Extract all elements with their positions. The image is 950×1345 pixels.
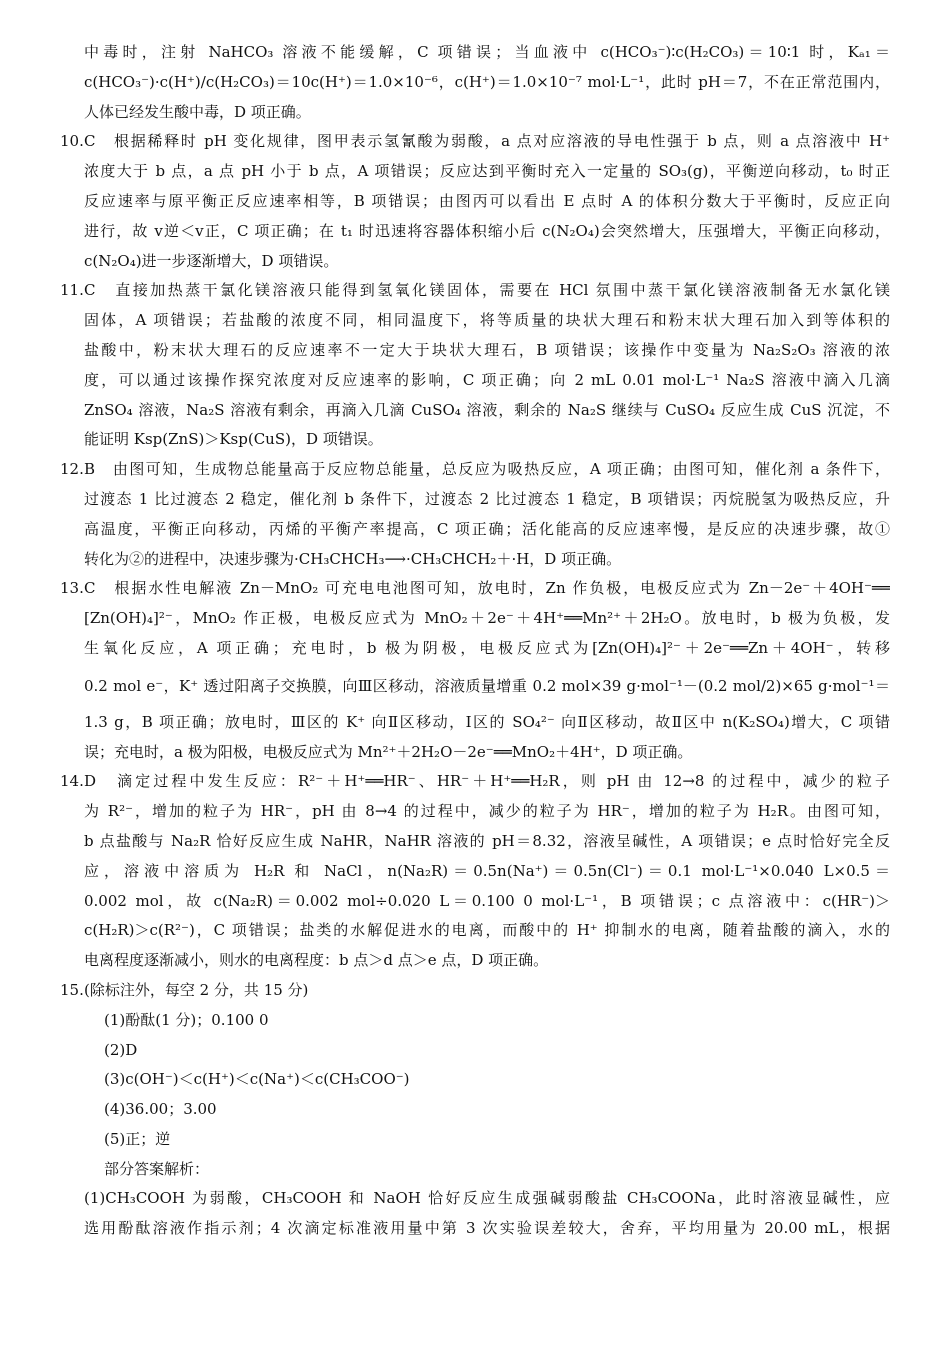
line-text: 能证明 Ksp(ZnS)＞Ksp(CuS)，D 项错误。	[84, 430, 383, 449]
question-number: 11.	[60, 281, 84, 300]
text-line	[84, 1065, 890, 1095]
text-line	[84, 738, 890, 768]
question-number: 15.	[60, 980, 84, 999]
line-text: 为 R²⁻，增加的粒子为 HR⁻，pH 由 8→4 的过程中，减少的粒子为 HR⁻，增加的粒子为 H₂R。由图可知，	[84, 802, 890, 821]
text-line	[84, 545, 890, 575]
line-text: 盐酸中，粉末状大理石的反应速率不一定大于块状大理石，B 项错误；该操作中变量为 Na₂S₂O₃ 溶液的浓	[84, 340, 890, 359]
line-text: 1.3 g，B 项正确；放电时，Ⅲ区的 K⁺ 向Ⅱ区移动，Ⅰ区的 SO₄²⁻ 向Ⅱ区移动，故Ⅱ区中 n(K₂SO₄)增大，C 项错	[84, 712, 890, 731]
line-text: (4)36.00；3.00	[104, 1100, 217, 1119]
line-text: (1)CH₃COOH 为弱酸，CH₃COOH 和 NaOH 恰好反应生成强碱弱酸盐 CH₃COONa，此时溶液显碱性，应	[84, 1189, 890, 1208]
text-line	[84, 827, 890, 857]
text-line	[84, 797, 890, 827]
line-text: [Zn(OH)₄]²⁻，MnO₂ 作正极，电极反应式为 MnO₂＋2e⁻＋4H⁺══Mn²⁺＋2H₂O。放电时，b 极为负极，发	[84, 609, 890, 628]
line-text: c(HCO₃⁻)·c(H⁺)/c(H₂CO₃)＝10c(H⁺)＝1.0×10⁻⁶，c(H⁺)＝1.0×10⁻⁷ mol·L⁻¹，此时 pH＝7，不在正常范围内，	[84, 72, 890, 91]
line-text: B 由图可知，生成物总能量高于反应物总能量，总反应为吸热反应，A 项正确；由图可知，催化剂 a 条件下，	[84, 460, 890, 479]
question-11-line	[60, 276, 890, 306]
text-line	[84, 38, 890, 68]
text-line	[84, 857, 890, 887]
line-text: 0.2 mol e⁻，K⁺ 透过阳离子交换膜，向Ⅲ区移动，溶液质量增重 0.2 mol×39 g·mol⁻¹－(0.2 mol/2)×65 g·mol⁻¹＝	[84, 676, 890, 695]
question-number: 14.	[60, 772, 84, 791]
line-text: ZnSO₄ 溶液，Na₂S 溶液有剩余，再滴入几滴 CuSO₄ 溶液，剩余的 Na₂S 继续与 CuSO₄ 反应生成 CuS 沉淀，不	[84, 400, 890, 419]
line-text: 人体已经发生酸中毒，D 项正确。	[84, 102, 311, 121]
line-text: D 滴定过程中发生反应：R²⁻＋H⁺══HR⁻、HR⁻＋H⁺══H₂R，则 pH 由 12→8 的过程中，减少的粒子	[84, 772, 890, 791]
question-13-line	[60, 574, 890, 604]
text-line	[84, 98, 890, 128]
line-text: 高温度，平衡正向移动，丙烯的平衡产率提高，C 项正确；活化能高的反应速率慢，是反应的决速步骤，故①	[84, 519, 890, 538]
text-line	[84, 887, 890, 917]
line-text: 选用酚酞溶液作指示剂；4 次滴定标准液用量中第 3 次实验误差较大，舍弃，平均用量为 20.00 mL，根据	[84, 1219, 890, 1238]
line-text: b 点盐酸与 Na₂R 恰好反应生成 NaHR，NaHR 溶液的 pH＝8.32，溶液呈碱性，A 项错误；e 点时恰好完全反	[84, 831, 890, 850]
line-text: 0.002 mol，故 c(Na₂R)＝0.002 mol÷0.020 L＝0.100 0 mol·L⁻¹，B 项错误；c 点溶液中：c(HR⁻)＞	[84, 891, 890, 910]
text-line	[84, 247, 890, 277]
question-12-line	[60, 455, 890, 485]
text-line	[84, 157, 890, 187]
text-line	[84, 1125, 890, 1155]
line-text: 度，可以通过该操作探究浓度对反应速率的影响，C 项正确；向 2 mL 0.01 mol·L⁻¹ Na₂S 溶液中滴入几滴	[84, 370, 890, 389]
text-line	[84, 306, 890, 336]
line-text: (1)酚酞(1 分)；0.100 0	[104, 1010, 269, 1029]
text-line	[84, 946, 890, 976]
line-text: 部分答案解析：	[104, 1159, 210, 1178]
text-line	[84, 1155, 890, 1185]
text-line	[84, 708, 890, 738]
text-line	[84, 604, 890, 634]
line-text: 进行，故 v逆＜v正，C 项正确；在 t₁ 时迅速将容器体积缩小后 c(N₂O₄)会突然增大，压强增大，平衡正向移动，	[84, 221, 890, 240]
text-line	[84, 916, 890, 946]
line-text: 反应速率与原平衡正反应速率相等，B 项错误；由图丙可以看出 E 点时 A 的体积分数大于平衡时，反应正向	[84, 191, 890, 210]
text-line	[84, 68, 890, 98]
question-number: 10.	[60, 132, 84, 151]
text-line	[84, 425, 890, 455]
question-10-line	[60, 127, 890, 157]
text-line	[84, 396, 890, 426]
line-text: 误；充电时，a 极为阳极，电极反应式为 Mn²⁺＋2H₂O－2e⁻══MnO₂＋4H⁺，D 项正确。	[84, 742, 693, 761]
question-14-line	[60, 767, 890, 797]
line-text: (2)D	[104, 1040, 138, 1059]
text-line	[84, 664, 890, 708]
line-text: (5)正；逆	[104, 1129, 171, 1148]
text-line	[84, 515, 890, 545]
text-line	[84, 187, 890, 217]
line-text: 转化为②的进程中，决速步骤为·CH₃CHCH₃⟶·CH₃CHCH₂＋·H，D 项正确。	[84, 549, 622, 568]
question-number: 12.	[60, 460, 84, 479]
line-text: 浓度大于 b 点，a 点 pH 小于 b 点，A 项错误；反应达到平衡时充入一定量的 SO₃(g)，平衡逆向移动，t₀ 时正	[84, 162, 890, 181]
question-number: 13.	[60, 579, 84, 598]
line-text: c(H₂R)＞c(R²⁻)，C 项错误；盐类的水解促进水的电离，而酸中的 H⁺ 抑制水的电离，随着盐酸的滴入，水的	[84, 921, 890, 940]
line-text: C 根据水性电解液 Zn－MnO₂ 可充电电池图可知，放电时，Zn 作负极，电极反应式为 Zn－2e⁻＋4OH⁻══	[84, 579, 890, 598]
text-line	[84, 634, 890, 664]
text-line	[84, 336, 890, 366]
line-text: c(N₂O₄)进一步逐渐增大，D 项错误。	[84, 251, 339, 270]
line-text: 生氧化反应，A 项正确；充电时，b 极为阴极，电极反应式为[Zn(OH)₄]²⁻＋2e⁻══Zn＋4OH⁻，转移	[84, 638, 890, 657]
line-text: 中毒时，注射 NaHCO₃ 溶液不能缓解，C 项错误；当血液中 c(HCO₃⁻)∶c(H₂CO₃)＝10∶1 时，Kₐ₁＝	[84, 43, 890, 61]
line-text: 过渡态 1 比过渡态 2 稳定，催化剂 b 条件下，过渡态 2 比过渡态 1 稳定，B 项错误；丙烷脱氢为吸热反应，升	[84, 489, 890, 508]
text-line	[84, 1095, 890, 1125]
line-text: (除标注外，每空 2 分，共 15 分)	[84, 980, 309, 999]
question-15-line	[60, 976, 890, 1006]
line-text: C 直接加热蒸干氯化镁溶液只能得到氢氧化镁固体，需要在 HCl 氛围中蒸干氯化镁溶液制备无水氯化镁	[84, 281, 890, 300]
line-text: C 根据稀释时 pH 变化规律，图甲表示氢氰酸为弱酸，a 点对应溶液的导电性强于 b 点，则 a 点溶液中 H⁺	[84, 132, 890, 151]
line-text: 应，溶液中溶质为 H₂R 和 NaCl，n(Na₂R)＝0.5n(Na⁺)＝0.5n(Cl⁻)＝0.1 mol·L⁻¹×0.040 L×0.5＝	[84, 861, 890, 880]
text-line	[84, 217, 890, 247]
line-text: (3)c(OH⁻)＜c(H⁺)＜c(Na⁺)＜c(CH₃COO⁻)	[104, 1070, 410, 1089]
line-text: 固体，A 项错误；若盐酸的浓度不同，相同温度下，将等质量的块状大理石和粉末状大理石加入到等体积的	[84, 311, 890, 330]
text-line	[84, 1006, 890, 1036]
text-line	[84, 1214, 890, 1244]
text-line	[84, 1184, 890, 1214]
text-line	[84, 366, 890, 396]
line-text: 电离程度逐渐减小，则水的电离程度：b 点＞d 点＞e 点，D 项正确。	[84, 951, 549, 970]
text-line	[84, 1036, 890, 1066]
text-line	[84, 485, 890, 515]
